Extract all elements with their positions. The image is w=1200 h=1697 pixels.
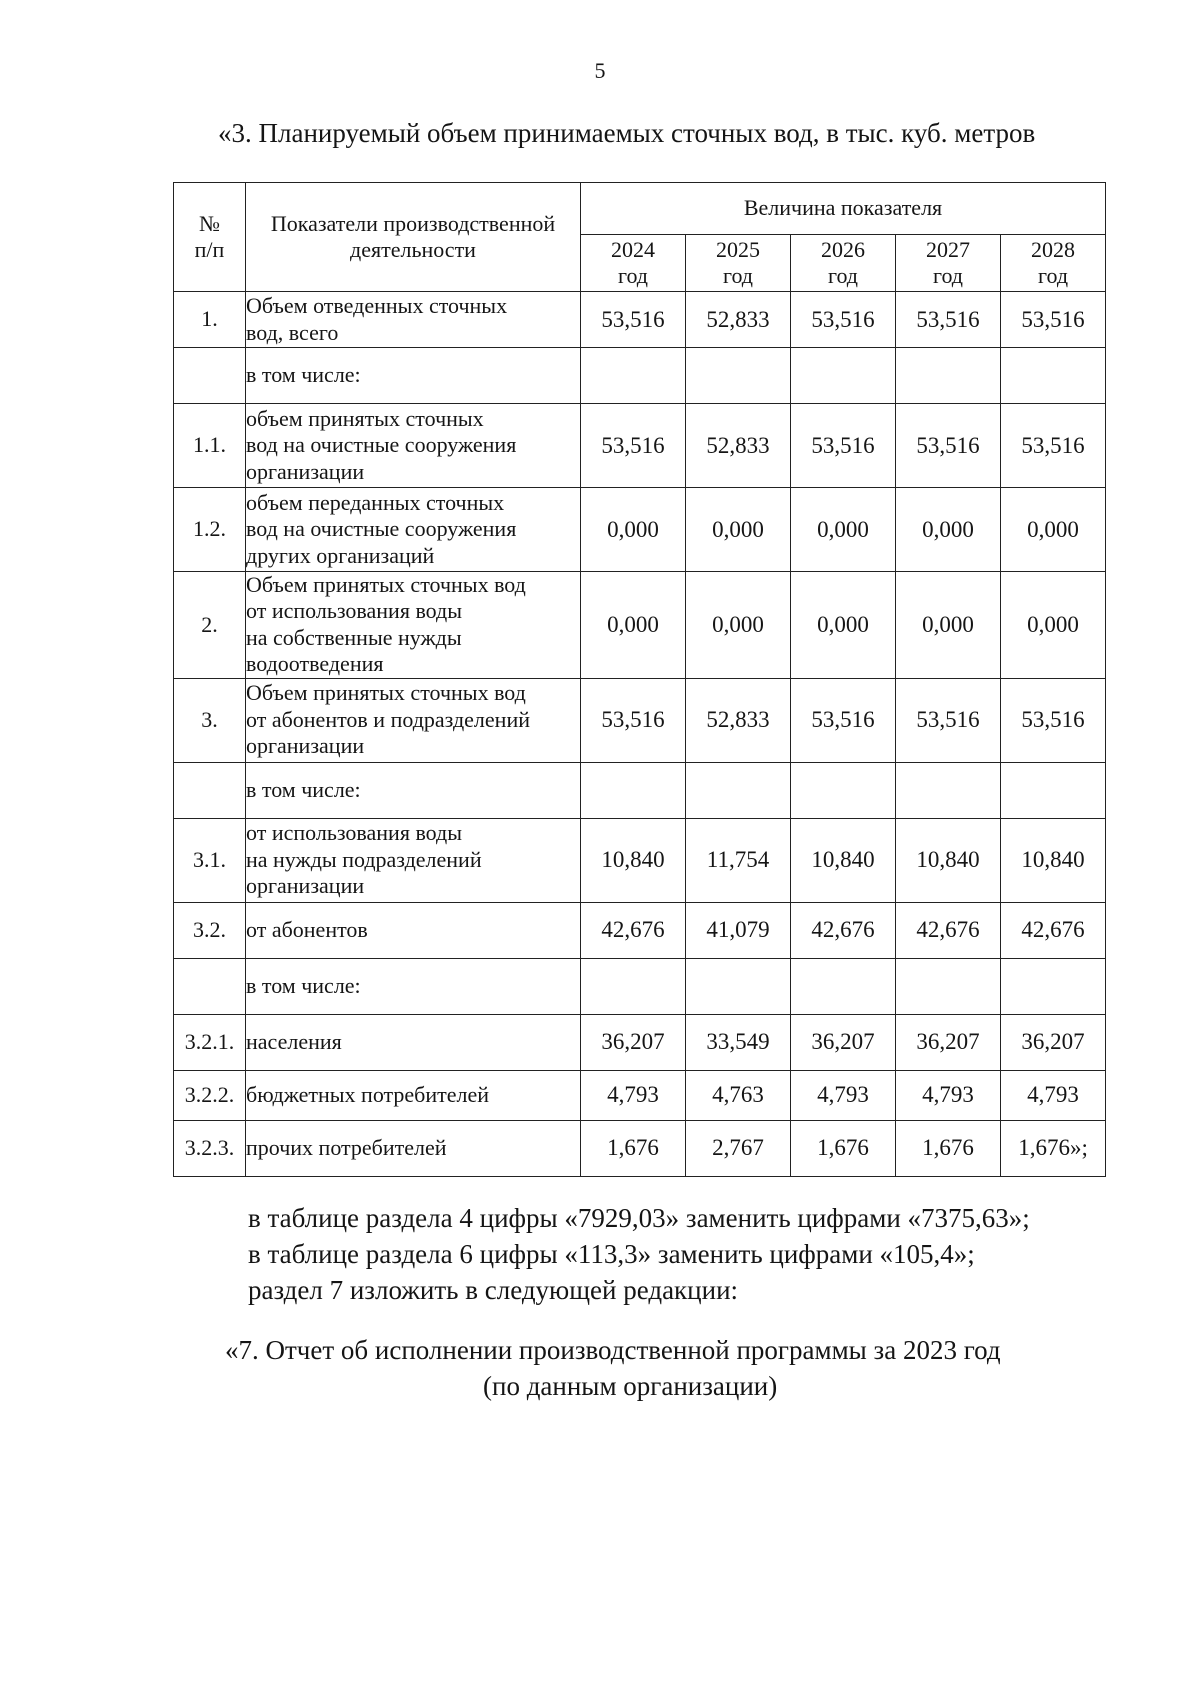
row-number: 3.2.2. bbox=[174, 1070, 246, 1120]
indicator-line: объем принятых сточных bbox=[246, 405, 484, 431]
row-value: 53,516 bbox=[1001, 678, 1106, 762]
indicator-line: в том числе: bbox=[246, 362, 361, 388]
indicators-table bbox=[173, 182, 1106, 1177]
table-row bbox=[174, 1014, 1106, 1070]
row-value: 0,000 bbox=[896, 572, 1001, 679]
year-unit: год bbox=[722, 263, 754, 288]
row-number: 3.1. bbox=[174, 818, 246, 902]
row-value: 42,676 bbox=[896, 902, 1001, 958]
table-row bbox=[174, 818, 1106, 902]
year-number: 2024 bbox=[611, 236, 655, 262]
year-number: 2028 bbox=[1031, 236, 1076, 262]
header-num bbox=[174, 183, 246, 292]
row-value: 0,000 bbox=[1001, 572, 1106, 679]
section-7-subtitle: (по данным организации) bbox=[483, 1371, 778, 1401]
row-value bbox=[686, 958, 791, 1014]
indicator-line: организации bbox=[246, 458, 365, 484]
section-title: «3. Планируемый объем принимаемых сточных вод, в тыс. куб. метров bbox=[218, 118, 1036, 148]
row-value: 53,516 bbox=[581, 678, 686, 762]
year-unit: год bbox=[1037, 263, 1069, 288]
header-year bbox=[791, 235, 896, 292]
row-value: 0,000 bbox=[686, 488, 791, 572]
section-7-title-line: «7. Отчет об исполнении производственной программы за 2023 год bbox=[225, 1335, 1001, 1365]
table-row bbox=[174, 762, 1106, 818]
row-value: 42,676 bbox=[1001, 902, 1106, 958]
row-value: 0,000 bbox=[581, 488, 686, 572]
row-value: 53,516 bbox=[791, 292, 896, 348]
row-value: 0,000 bbox=[791, 488, 896, 572]
header-indicator-line: деятельности bbox=[350, 237, 476, 262]
row-value: 53,516 bbox=[1001, 404, 1106, 488]
row-value bbox=[581, 762, 686, 818]
table-row bbox=[174, 678, 1106, 762]
row-value: 0,000 bbox=[791, 572, 896, 679]
row-value: 4,793 bbox=[791, 1070, 896, 1120]
indicator-line: организации bbox=[246, 873, 365, 899]
row-value bbox=[581, 348, 686, 404]
row-value: 53,516 bbox=[896, 678, 1001, 762]
indicator-line: от использования воды bbox=[246, 598, 463, 624]
row-value bbox=[791, 958, 896, 1014]
row-value bbox=[896, 958, 1001, 1014]
indicator-line: других организаций bbox=[246, 542, 435, 568]
table-row bbox=[174, 1120, 1106, 1176]
row-value: 1,676»; bbox=[1001, 1120, 1106, 1176]
row-value bbox=[1001, 958, 1106, 1014]
row-indicator bbox=[246, 572, 581, 679]
row-value: 41,079 bbox=[686, 902, 791, 958]
year-number: 2027 bbox=[926, 236, 970, 262]
row-value bbox=[1001, 762, 1106, 818]
row-value: 10,840 bbox=[581, 818, 686, 902]
header-indicator bbox=[246, 183, 581, 292]
header-year bbox=[686, 235, 791, 292]
row-number: 1.2. bbox=[174, 488, 246, 572]
row-value: 53,516 bbox=[791, 678, 896, 762]
row-value: 53,516 bbox=[1001, 292, 1106, 348]
indicator-line: от абонентов и подразделений bbox=[246, 706, 530, 732]
row-indicator bbox=[246, 1120, 581, 1176]
year-unit: год bbox=[617, 263, 649, 288]
indicator-line: в том числе: bbox=[246, 776, 361, 802]
row-value: 52,833 bbox=[686, 678, 791, 762]
header-year bbox=[896, 235, 1001, 292]
row-value: 2,767 bbox=[686, 1120, 791, 1176]
row-indicator bbox=[246, 1014, 581, 1070]
indicator-line: объем переданных сточных bbox=[246, 489, 505, 515]
row-value: 36,207 bbox=[791, 1014, 896, 1070]
year-unit: год bbox=[827, 263, 859, 288]
table-row bbox=[174, 958, 1106, 1014]
row-value: 1,676 bbox=[581, 1120, 686, 1176]
row-value: 42,676 bbox=[581, 902, 686, 958]
year-number: 2025 bbox=[716, 236, 760, 262]
row-value bbox=[581, 958, 686, 1014]
row-indicator bbox=[246, 818, 581, 902]
row-value bbox=[896, 348, 1001, 404]
year-unit: год bbox=[932, 263, 964, 288]
row-value: 36,207 bbox=[896, 1014, 1001, 1070]
row-indicator bbox=[246, 488, 581, 572]
row-value: 11,754 bbox=[686, 818, 791, 902]
indicator-line: в том числе: bbox=[246, 972, 361, 998]
table-row bbox=[174, 488, 1106, 572]
row-value bbox=[686, 348, 791, 404]
section-7-title bbox=[225, 1332, 1125, 1404]
row-value: 53,516 bbox=[581, 292, 686, 348]
year-number: 2026 bbox=[821, 236, 865, 262]
indicator-line: населения bbox=[246, 1028, 342, 1054]
row-value: 53,516 bbox=[896, 292, 1001, 348]
row-value: 36,207 bbox=[581, 1014, 686, 1070]
row-value: 4,793 bbox=[581, 1070, 686, 1120]
indicator-line: водоотведения bbox=[246, 651, 384, 677]
row-indicator bbox=[246, 762, 581, 818]
row-number: 1.1. bbox=[174, 404, 246, 488]
page-number: 5 bbox=[594, 58, 606, 83]
row-indicator bbox=[246, 958, 581, 1014]
row-value bbox=[791, 762, 896, 818]
row-value bbox=[686, 762, 791, 818]
row-value: 53,516 bbox=[896, 404, 1001, 488]
row-indicator bbox=[246, 348, 581, 404]
row-value: 4,793 bbox=[1001, 1070, 1106, 1120]
row-number: 2. bbox=[174, 572, 246, 679]
indicator-line: прочих потребителей bbox=[246, 1134, 447, 1160]
amendment-text bbox=[248, 1200, 1108, 1308]
row-value: 52,833 bbox=[686, 292, 791, 348]
table-row bbox=[174, 348, 1106, 404]
row-number: 3. bbox=[174, 678, 246, 762]
row-indicator bbox=[246, 404, 581, 488]
row-number bbox=[174, 958, 246, 1014]
indicator-line: на собственные нужды bbox=[246, 624, 462, 650]
row-value bbox=[1001, 348, 1106, 404]
row-value: 33,549 bbox=[686, 1014, 791, 1070]
header-value-group: Величина показателя bbox=[581, 183, 1106, 235]
row-indicator bbox=[246, 1070, 581, 1120]
table-row bbox=[174, 1070, 1106, 1120]
amendment-line: в таблице раздела 4 цифры «7929,03» заменить цифрами «7375,63»; bbox=[248, 1203, 1030, 1233]
table-row bbox=[174, 902, 1106, 958]
row-value: 10,840 bbox=[791, 818, 896, 902]
row-value: 42,676 bbox=[791, 902, 896, 958]
row-value: 53,516 bbox=[581, 404, 686, 488]
indicator-line: организации bbox=[246, 733, 365, 759]
header-indicator-line: Показатели производственной bbox=[270, 210, 556, 236]
row-value: 0,000 bbox=[896, 488, 1001, 572]
row-number bbox=[174, 762, 246, 818]
header-num-line: № bbox=[199, 210, 220, 236]
header-num-line: п/п bbox=[194, 237, 225, 262]
row-value: 0,000 bbox=[1001, 488, 1106, 572]
row-value: 0,000 bbox=[686, 572, 791, 679]
indicator-line: бюджетных потребителей bbox=[246, 1081, 490, 1107]
row-value: 1,676 bbox=[791, 1120, 896, 1176]
row-number bbox=[174, 348, 246, 404]
row-number: 3.2.1. bbox=[174, 1014, 246, 1070]
indicator-line: вод, всего bbox=[246, 319, 339, 345]
indicator-line: от использования воды bbox=[246, 820, 463, 846]
row-value: 53,516 bbox=[791, 404, 896, 488]
indicator-line: Объем отведенных сточных bbox=[246, 293, 508, 319]
header-year bbox=[581, 235, 686, 292]
row-value: 0,000 bbox=[581, 572, 686, 679]
row-value bbox=[896, 762, 1001, 818]
row-value: 4,763 bbox=[686, 1070, 791, 1120]
row-number: 3.2.3. bbox=[174, 1120, 246, 1176]
row-value: 4,793 bbox=[896, 1070, 1001, 1120]
row-value: 36,207 bbox=[1001, 1014, 1106, 1070]
header-year bbox=[1001, 235, 1106, 292]
row-indicator bbox=[246, 292, 581, 348]
row-number: 1. bbox=[174, 292, 246, 348]
indicator-line: вод на очистные сооружения bbox=[246, 432, 517, 458]
indicator-line: на нужды подразделений bbox=[246, 846, 482, 872]
table-row bbox=[174, 572, 1106, 679]
row-value: 52,833 bbox=[686, 404, 791, 488]
row-value: 1,676 bbox=[896, 1120, 1001, 1176]
row-number: 3.2. bbox=[174, 902, 246, 958]
row-value bbox=[791, 348, 896, 404]
indicator-line: Объем принятых сточных вод bbox=[246, 680, 526, 706]
table-row bbox=[174, 292, 1106, 348]
indicator-line: Объем принятых сточных вод bbox=[246, 572, 526, 597]
indicator-line: от абонентов bbox=[246, 916, 368, 942]
indicator-line: вод на очистные сооружения bbox=[246, 516, 517, 542]
table-row bbox=[174, 404, 1106, 488]
row-indicator bbox=[246, 678, 581, 762]
amendment-line: раздел 7 изложить в следующей редакции: bbox=[248, 1275, 739, 1305]
row-indicator bbox=[246, 902, 581, 958]
row-value: 10,840 bbox=[1001, 818, 1106, 902]
row-value: 10,840 bbox=[896, 818, 1001, 902]
amendment-line: в таблице раздела 6 цифры «113,3» заменить цифрами «105,4»; bbox=[248, 1239, 975, 1269]
